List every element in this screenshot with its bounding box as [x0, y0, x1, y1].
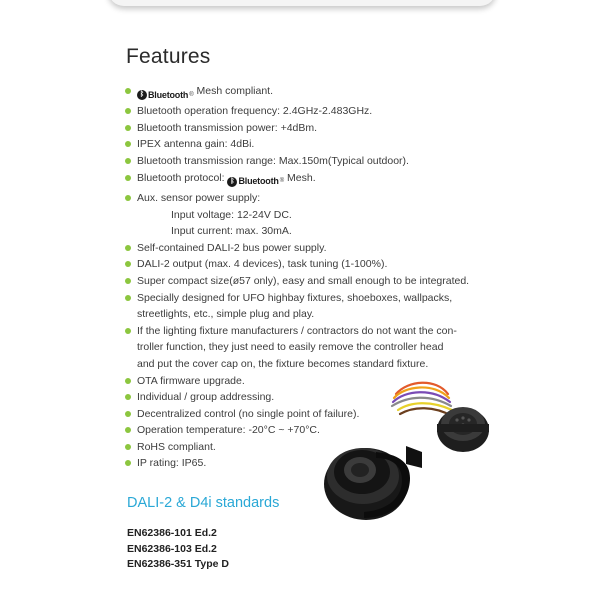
- feature-text: IP rating: IP65.: [137, 457, 207, 470]
- bullet-dot-icon: [125, 245, 131, 251]
- bullet-dot-icon: [125, 125, 131, 131]
- feature-prefix: Bluetooth protocol:: [137, 171, 225, 184]
- feature-item: [125, 83, 505, 103]
- feature-item: [125, 290, 505, 323]
- feature-item: [125, 103, 505, 120]
- feature-item: [125, 240, 505, 257]
- bullet-dot-icon: [125, 378, 131, 384]
- feature-sub-line: Input current: max. 30mA.: [171, 225, 292, 238]
- bluetooth-logo: [137, 87, 194, 104]
- standards-heading: DALI-2 & D4i standards: [127, 495, 280, 511]
- bluetooth-logo: [227, 173, 284, 190]
- bullet-dot-icon: [125, 328, 131, 334]
- standards-list: [127, 526, 229, 573]
- feature-item: [125, 190, 505, 240]
- feature-item: [125, 170, 505, 190]
- wire-bundle: [392, 383, 452, 416]
- feature-text: RoHS compliant.: [137, 440, 216, 453]
- feature-text: DALI-2 output (max. 4 devices), task tuning (1-100%).: [137, 258, 388, 271]
- bullet-dot-icon: [125, 108, 131, 114]
- feature-continuation: troller function, they just need to easily remove the controller head: [137, 341, 444, 354]
- bluetooth-wordmark: Bluetooth: [148, 89, 189, 100]
- feature-item: [125, 273, 505, 290]
- bullet-dot-icon: [125, 175, 131, 181]
- feature-text: Mesh.: [287, 171, 316, 184]
- bullet-dot-icon: [125, 88, 131, 94]
- top-card-edge: [108, 0, 496, 6]
- feature-continuation: streetlights, etc., simple plug and play.: [137, 308, 315, 321]
- connector-head: [437, 407, 489, 452]
- product-photo: [318, 372, 498, 522]
- standard-item: EN62386-351 Type D: [127, 558, 229, 570]
- bullet-dot-icon: [125, 411, 131, 417]
- feature-text: Operation temperature: -20°C ~ +70°C.: [137, 424, 320, 437]
- feature-item: [125, 323, 505, 373]
- bullet-dot-icon: [125, 460, 131, 466]
- bullet-dot-icon: [125, 295, 131, 301]
- feature-text: OTA firmware upgrade.: [137, 374, 245, 387]
- bullet-dot-icon: [125, 141, 131, 147]
- feature-text: IPEX antenna gain: 4dBi.: [137, 138, 255, 151]
- bluetooth-icon: ᛒ: [137, 90, 147, 100]
- feature-continuation: and put the cover cap on, the fixture becomes standard fixture.: [137, 357, 429, 370]
- feature-item: [125, 136, 505, 153]
- feature-text: Aux. sensor power supply:: [137, 191, 261, 204]
- bullet-dot-icon: [125, 158, 131, 164]
- bluetooth-icon: ᛒ: [227, 177, 237, 187]
- feature-text: Mesh compliant.: [196, 85, 273, 97]
- feature-text: Decentralized control (no single point of failure).: [137, 407, 360, 420]
- registered-mark: ®: [279, 178, 285, 185]
- feature-item: [125, 120, 505, 137]
- controller-body: [324, 446, 422, 520]
- feature-item: [125, 256, 505, 273]
- feature-text: Individual / group addressing.: [137, 391, 275, 404]
- feature-text: Specially designed for UFO highbay fixtures, shoeboxes, wallpacks,: [137, 291, 453, 304]
- bullet-dot-icon: [125, 427, 131, 433]
- feature-text: Super compact size(ø57 only), easy and small enough to be integrated.: [137, 274, 470, 287]
- standard-item: EN62386-103 Ed.2: [127, 542, 217, 555]
- feature-item: [125, 153, 505, 170]
- bullet-dot-icon: [125, 195, 131, 201]
- feature-text: Self-contained DALI-2 bus power supply.: [137, 241, 327, 254]
- feature-text: Bluetooth transmission power: +4dBm.: [137, 121, 318, 134]
- standard-item: EN62386-101 Ed.2: [127, 527, 217, 539]
- feature-text: If the lighting fixture manufacturers / contractors do not want the con-: [137, 324, 457, 337]
- feature-sub-line: Input voltage: 12-24V DC.: [171, 208, 292, 221]
- bullet-dot-icon: [125, 444, 131, 450]
- registered-mark: ®: [189, 91, 194, 98]
- bluetooth-wordmark: Bluetooth: [238, 176, 279, 187]
- feature-text: Bluetooth transmission range: Max.150m(Typical outdoor).: [137, 155, 409, 168]
- bullet-dot-icon: [125, 394, 131, 400]
- features-heading: Features: [126, 45, 211, 68]
- bullet-dot-icon: [125, 261, 131, 267]
- feature-text: Bluetooth operation frequency: 2.4GHz-2.483GHz.: [137, 105, 373, 118]
- bullet-dot-icon: [125, 278, 131, 284]
